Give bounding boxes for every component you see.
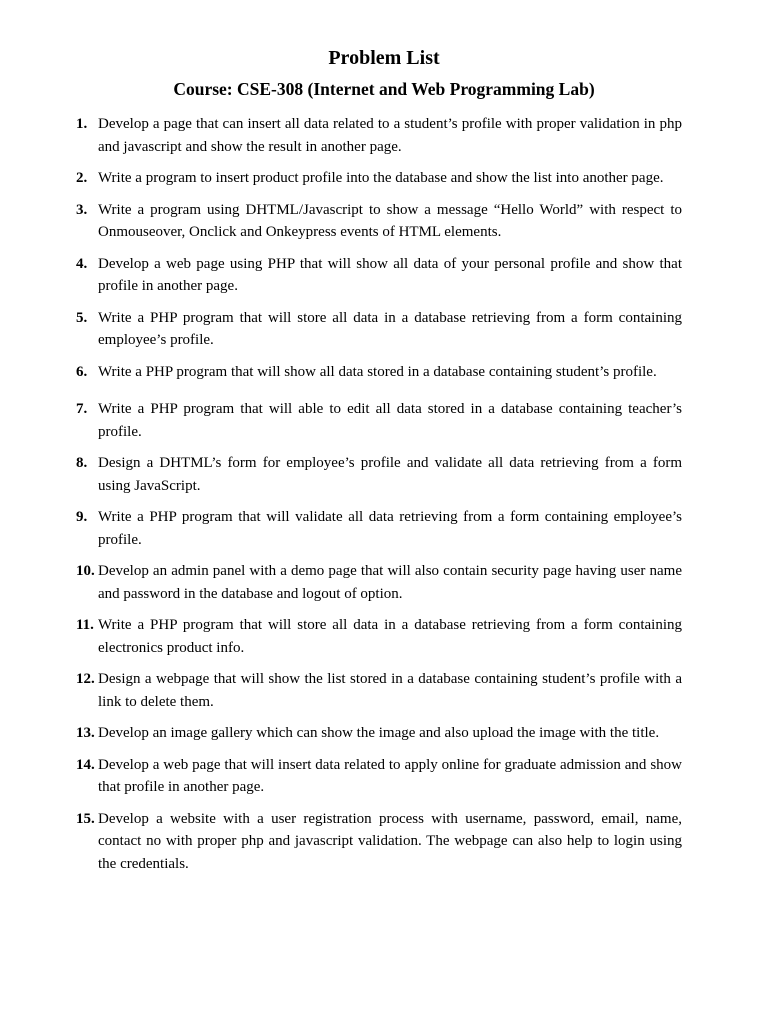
- problem-item-9: [76, 506, 682, 551]
- problem-item-12: [76, 668, 682, 713]
- problem-number: 10.: [76, 563, 95, 579]
- problem-text: Develop a web page using PHP that will show all data of your personal profile and show that profile in another page.: [98, 255, 682, 294]
- problem-item-3: [76, 199, 682, 244]
- problem-item-1: [76, 113, 682, 158]
- page-title: Problem List: [328, 47, 440, 69]
- problem-item-2: [76, 167, 682, 190]
- problem-text: Develop a web page that will insert data related to apply online for graduate admission and show that profile in another page.: [98, 756, 682, 795]
- problem-number: 9.: [76, 509, 88, 525]
- problem-number: 7.: [76, 401, 88, 417]
- problem-text: Write a PHP program that will store all data in a database retrieving from a form containing employee’s profile.: [98, 309, 682, 348]
- problem-number: 1.: [76, 116, 88, 132]
- problem-text: Write a PHP program that will validate all data retrieving from a form containing employee’s profile.: [98, 509, 682, 548]
- problem-item-11: [76, 614, 682, 659]
- problem-text: Write a PHP program that will show all data stored in a database containing student’s profile.: [98, 363, 657, 380]
- problem-text: Write a program using DHTML/Javascript to show a message “Hello World” with respect to Onmouseover, Onclick and Onkeypress events of HTML elements.: [98, 201, 682, 240]
- problem-number: 2.: [76, 170, 88, 186]
- problem-item-8: [76, 452, 682, 497]
- course-subtitle: Course: CSE-308 (Internet and Web Programming Lab): [173, 79, 595, 99]
- problem-item-4: [76, 253, 682, 298]
- problem-item-5: [76, 307, 682, 352]
- problem-text: Design a DHTML’s form for employee’s profile and validate all data retrieving from a form using JavaScript.: [98, 455, 682, 494]
- problem-number: 11.: [76, 617, 94, 633]
- problem-number: 14.: [76, 756, 95, 773]
- problem-text: Develop a page that can insert all data related to a student’s profile with proper validation in php and javascript and show the result in another page.: [98, 116, 682, 155]
- problem-text: Write a PHP program that will able to edit all data stored in a database containing teacher’s profile.: [98, 401, 682, 440]
- problem-item-6: [76, 361, 682, 384]
- problem-item-13: [76, 722, 682, 745]
- problem-number: 8.: [76, 455, 88, 471]
- problem-list: [76, 113, 682, 884]
- problem-number: 15.: [76, 810, 95, 827]
- problem-item-15: [76, 808, 682, 876]
- problem-number: 5.: [76, 309, 88, 326]
- problem-item-7: [76, 398, 682, 443]
- problem-number: 6.: [76, 363, 88, 380]
- problem-number: 13.: [76, 725, 95, 741]
- problem-text: Design a webpage that will show the list stored in a database containing student’s profile with a link to delete them.: [98, 671, 682, 710]
- problem-item-10: [76, 560, 682, 605]
- problem-text: Write a PHP program that will store all data in a database retrieving from a form containing electronics product info.: [98, 617, 682, 656]
- problem-number: 4.: [76, 255, 88, 272]
- problem-number: 3.: [76, 201, 88, 218]
- problem-text: Write a program to insert product profile into the database and show the list into another page.: [98, 170, 664, 186]
- problem-text: Develop a website with a user registration process with username, password, email, name, contact no with proper php and javascript validation. The webpage can also help to login using the credentials.: [98, 810, 682, 872]
- problem-text: Develop an image gallery which can show the image and also upload the image with the title.: [98, 725, 660, 741]
- problem-number: 12.: [76, 671, 95, 687]
- problem-item-14: [76, 754, 682, 799]
- problem-text: Develop an admin panel with a demo page that will also contain security page having user name and password in the database and logout of option.: [98, 563, 682, 602]
